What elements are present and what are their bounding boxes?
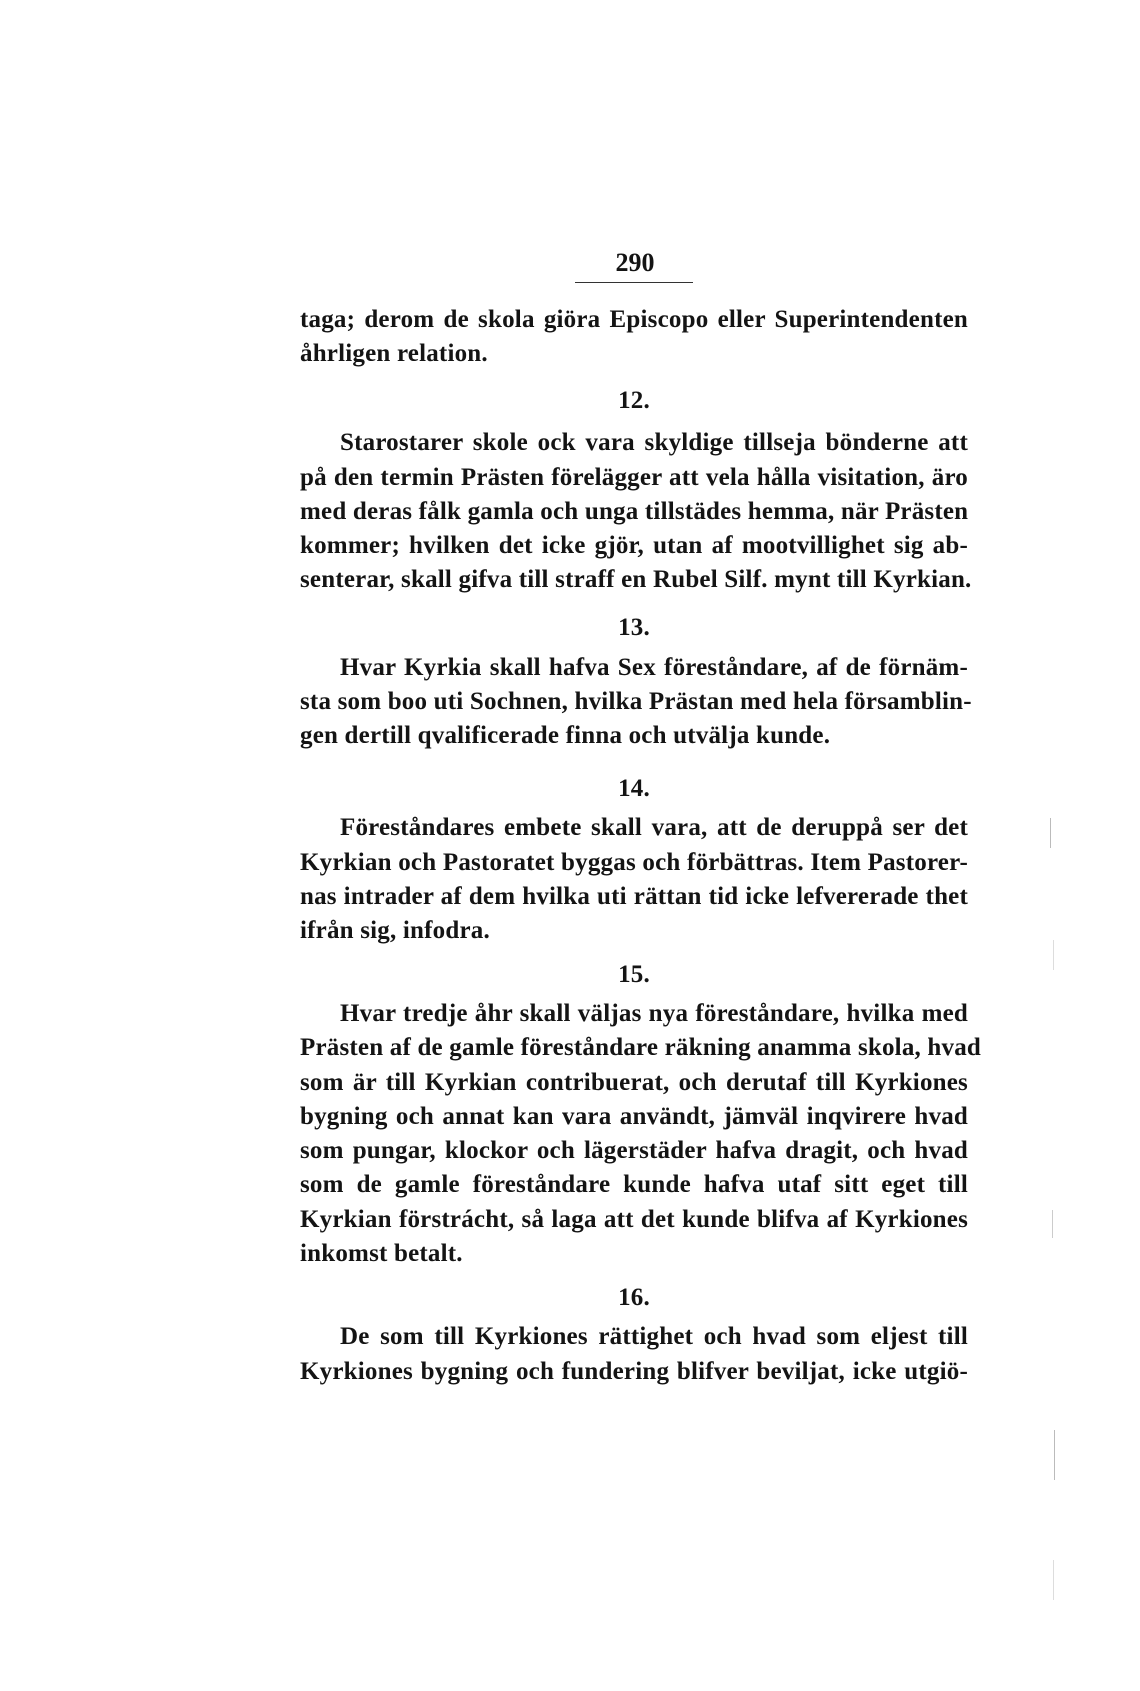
text-line: Kyrkian förstrácht, så laga att det kunde blifva af Kyrkiones <box>300 1206 968 1233</box>
scan-artifact <box>1052 1210 1053 1238</box>
text-line: åhrligen relation. <box>300 340 488 367</box>
scan-artifact <box>1053 940 1054 970</box>
text-line: Hvar tredje åhr skall väljas nya föreståndare, hvilka med <box>340 1000 968 1027</box>
text-line: Prästen af de gamle föreståndare räkning anamma skola, hvad <box>300 1034 982 1061</box>
section-number: 13. <box>618 614 650 641</box>
text-line: Kyrkian och Pastoratet byggas och förbättras. Item Pastorer- <box>300 849 968 876</box>
scan-artifact <box>1050 818 1051 848</box>
section-number: 16. <box>618 1284 650 1311</box>
text-line: som de gamle föreståndare kunde hafva utaf sitt eget till <box>300 1171 968 1198</box>
header-rule <box>575 282 693 283</box>
text-line: bygning och annat kan vara användt, jämväl inqvirere hvad <box>300 1103 968 1130</box>
text-line: Hvar Kyrkia skall hafva Sex föreståndare, af de förnäm- <box>340 654 968 681</box>
text-line: på den termin Prästen förelägger att vela hålla visitation, äro <box>300 464 968 491</box>
text-line: taga; derom de skola giöra Episcopo eller Superintendenten <box>300 306 968 333</box>
text-line: ifrån sig, infodra. <box>300 917 490 944</box>
section-number: 12. <box>618 387 650 414</box>
scan-artifact <box>1053 1560 1054 1600</box>
text-line: sta som boo uti Sochnen, hvilka Prästan med hela församblin- <box>300 688 972 715</box>
text-line: Föreståndares embete skall vara, att de deruppå ser det <box>340 814 968 841</box>
text-line: Starostarer skole ock vara skyldige tillseja bönderne att <box>340 429 968 456</box>
text-line: inkomst betalt. <box>300 1240 463 1267</box>
section-number: 15. <box>618 961 650 988</box>
text-line: kommer; hvilken det icke gjör, utan af mootvillighet sig ab- <box>300 532 968 559</box>
scan-artifact <box>1054 1430 1055 1480</box>
text-line: med deras fålk gamla och unga tillstädes hemma, när Prästen <box>300 498 969 525</box>
text-line: som är till Kyrkian contribuerat, och derutaf till Kyrkiones <box>300 1069 968 1096</box>
section-number: 14. <box>618 775 650 802</box>
page-number: 290 <box>615 248 655 277</box>
text-line: som pungar, klockor och lägerstäder hafva dragit, och hvad <box>300 1137 968 1164</box>
text-line: senterar, skall gifva till straff en Rubel Silf. mynt till Kyrkian. <box>300 566 972 593</box>
text-line: gen dertill qvalificerade finna och utvälja kunde. <box>300 722 831 749</box>
text-line: Kyrkiones bygning och fundering blifver beviljat, icke utgiö- <box>300 1358 968 1385</box>
text-line: De som till Kyrkiones rättighet och hvad som eljest till <box>340 1323 968 1350</box>
text-line: nas intrader af dem hvilka uti rättan tid icke lefvererade thet <box>300 883 968 910</box>
